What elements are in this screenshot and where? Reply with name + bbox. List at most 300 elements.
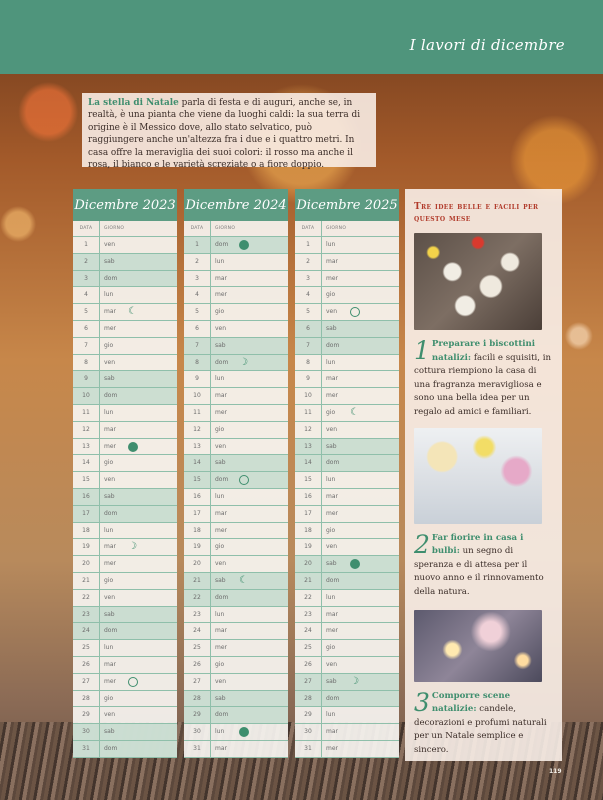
calendar-row bbox=[184, 741, 288, 758]
calendar-row bbox=[295, 523, 399, 540]
weekday-label: mar bbox=[326, 257, 338, 265]
date-cell: 1 bbox=[73, 237, 100, 253]
col-day-header: GIORNO bbox=[215, 226, 236, 231]
idea-3 bbox=[414, 687, 553, 758]
date-cell: 24 bbox=[184, 623, 211, 639]
date-cell: 17 bbox=[73, 506, 100, 522]
weekday-label: mer bbox=[326, 392, 339, 400]
weekday-cell bbox=[100, 338, 177, 354]
weekday-label: dom bbox=[326, 576, 340, 584]
weekday-label: sab bbox=[215, 341, 226, 349]
date-cell: 2 bbox=[295, 254, 322, 270]
calendar-row bbox=[184, 506, 288, 523]
calendar-row bbox=[73, 707, 177, 724]
weekday-cell bbox=[211, 422, 288, 438]
weekday-cell bbox=[100, 455, 177, 471]
calendar-row bbox=[73, 439, 177, 456]
weekday-cell bbox=[100, 556, 177, 572]
weekday-cell bbox=[100, 254, 177, 270]
date-cell: 2 bbox=[73, 254, 100, 270]
calendar-row bbox=[295, 388, 399, 405]
weekday-cell bbox=[100, 422, 177, 438]
weekday-label: mer bbox=[326, 744, 339, 752]
calendar-row bbox=[73, 472, 177, 489]
date-cell: 8 bbox=[73, 355, 100, 371]
date-cell: 5 bbox=[295, 304, 322, 320]
weekday-label: dom bbox=[215, 241, 229, 248]
weekday-label: mar bbox=[215, 744, 227, 752]
last-quarter-moon-icon: ☾ bbox=[350, 406, 359, 418]
date-cell: 22 bbox=[184, 590, 211, 606]
calendar-row bbox=[295, 623, 399, 640]
weekday-cell bbox=[322, 489, 399, 505]
date-cell: 10 bbox=[295, 388, 322, 404]
date-cell: 26 bbox=[184, 657, 211, 673]
weekday-cell bbox=[211, 607, 288, 623]
date-cell: 31 bbox=[73, 741, 100, 757]
weekday-label: dom bbox=[104, 627, 118, 635]
date-cell: 8 bbox=[184, 355, 211, 371]
weekday-label: sab bbox=[215, 576, 226, 584]
weekday-label: gio bbox=[104, 576, 114, 584]
weekday-label: mer bbox=[326, 509, 339, 517]
date-cell: 23 bbox=[73, 607, 100, 623]
weekday-cell bbox=[211, 489, 288, 505]
idea-number: 1 bbox=[414, 336, 430, 365]
calendar-row bbox=[73, 321, 177, 338]
calendar-row bbox=[184, 271, 288, 288]
calendar-dicembre-2023 bbox=[73, 189, 177, 758]
weekday-label: dom bbox=[215, 711, 229, 719]
calendar-row bbox=[73, 590, 177, 607]
weekday-cell bbox=[322, 741, 399, 757]
date-cell: 20 bbox=[184, 556, 211, 572]
weekday-label: lun bbox=[326, 241, 336, 248]
weekday-cell bbox=[322, 539, 399, 555]
calendar-row bbox=[295, 439, 399, 456]
weekday-label: dom bbox=[326, 341, 340, 349]
date-cell: 7 bbox=[184, 338, 211, 354]
date-cell: 11 bbox=[295, 405, 322, 421]
date-cell: 15 bbox=[73, 472, 100, 488]
weekday-label: ven bbox=[215, 324, 227, 332]
weekday-cell bbox=[100, 724, 177, 740]
calendar-row bbox=[73, 640, 177, 657]
weekday-cell bbox=[100, 657, 177, 673]
col-date-header: DATA bbox=[184, 221, 211, 236]
weekday-label: lun bbox=[215, 492, 225, 500]
date-cell: 25 bbox=[184, 640, 211, 656]
idea-text: un segno di speranza e di attesa per il nuovo anno e il rinnovamento della natura. bbox=[414, 546, 544, 597]
date-cell: 15 bbox=[184, 472, 211, 488]
idea-text: candele, decorazioni e profumi naturali per un Natale semplice e sincero. bbox=[414, 704, 547, 755]
date-cell: 6 bbox=[295, 321, 322, 337]
date-cell: 29 bbox=[184, 707, 211, 723]
calendar-rows bbox=[295, 237, 399, 758]
weekday-label: lun bbox=[326, 593, 336, 601]
calendar-row bbox=[184, 640, 288, 657]
calendar-row bbox=[73, 523, 177, 540]
date-cell: 14 bbox=[184, 455, 211, 471]
col-day-header: GIORNO bbox=[326, 226, 347, 231]
calendar-row bbox=[184, 657, 288, 674]
date-cell: 7 bbox=[295, 338, 322, 354]
calendar-row bbox=[184, 405, 288, 422]
weekday-cell bbox=[322, 640, 399, 656]
date-cell: 14 bbox=[295, 455, 322, 471]
weekday-cell bbox=[100, 405, 177, 421]
weekday-cell bbox=[211, 405, 288, 421]
date-cell: 9 bbox=[295, 371, 322, 387]
weekday-label: sab bbox=[104, 257, 115, 265]
weekday-cell bbox=[100, 640, 177, 656]
weekday-label: sab bbox=[104, 610, 115, 618]
weekday-label: lun bbox=[326, 711, 336, 719]
weekday-cell bbox=[100, 304, 177, 320]
date-cell: 3 bbox=[184, 271, 211, 287]
calendar-row bbox=[295, 724, 399, 741]
calendar-row bbox=[295, 405, 399, 422]
weekday-label: ven bbox=[104, 711, 116, 719]
weekday-label: gio bbox=[326, 526, 336, 534]
weekday-label: gio bbox=[215, 543, 225, 551]
calendar-row bbox=[184, 556, 288, 573]
date-cell: 10 bbox=[184, 388, 211, 404]
calendar-row bbox=[73, 539, 177, 556]
date-cell: 12 bbox=[184, 422, 211, 438]
weekday-label: mar bbox=[104, 543, 116, 551]
calendar-row bbox=[295, 691, 399, 708]
child-watering-bulbs-photo bbox=[414, 428, 542, 524]
date-cell: 28 bbox=[73, 691, 100, 707]
weekday-label: mer bbox=[104, 677, 117, 685]
calendar-row bbox=[184, 724, 288, 741]
date-cell: 6 bbox=[73, 321, 100, 337]
weekday-label: dom bbox=[215, 593, 229, 601]
calendar-row bbox=[295, 707, 399, 724]
weekday-cell bbox=[211, 674, 288, 690]
calendar-row bbox=[184, 523, 288, 540]
weekday-label: sab bbox=[104, 375, 115, 383]
date-cell: 1 bbox=[295, 237, 322, 253]
idea-text: facili e squisiti, in cottura riempiono la casa di una fragranza meravigliosa e sono una bella idea per un regalo ad amici e familiari. bbox=[414, 352, 552, 417]
calendar-row bbox=[73, 455, 177, 472]
weekday-cell bbox=[322, 674, 399, 690]
weekday-cell bbox=[322, 590, 399, 606]
calendar-row bbox=[295, 254, 399, 271]
weekday-label: lun bbox=[104, 291, 114, 299]
weekday-cell bbox=[322, 254, 399, 270]
date-cell: 20 bbox=[295, 556, 322, 572]
weekday-label: lun bbox=[215, 728, 225, 736]
weekday-label: mer bbox=[104, 560, 117, 568]
calendar-row bbox=[184, 338, 288, 355]
weekday-label: gio bbox=[326, 291, 336, 299]
date-cell: 6 bbox=[184, 321, 211, 337]
date-cell: 7 bbox=[73, 338, 100, 354]
weekday-label: mar bbox=[215, 392, 227, 400]
weekday-cell bbox=[100, 489, 177, 505]
intro-lead: La stella di Natale bbox=[88, 98, 179, 108]
weekday-cell bbox=[100, 741, 177, 757]
weekday-cell bbox=[100, 506, 177, 522]
weekday-label: gio bbox=[215, 308, 225, 316]
date-cell: 28 bbox=[295, 691, 322, 707]
idea-heading: Far fiorire in casa i bulbi: bbox=[431, 532, 524, 557]
weekday-label: sab bbox=[215, 459, 226, 467]
date-cell: 2 bbox=[184, 254, 211, 270]
date-cell: 13 bbox=[184, 439, 211, 455]
idea-heading: Comporre scene natalizie: bbox=[431, 690, 511, 715]
weekday-label: mer bbox=[104, 442, 117, 450]
calendar-row bbox=[73, 556, 177, 573]
date-cell: 8 bbox=[295, 355, 322, 371]
weekday-cell bbox=[100, 355, 177, 371]
christmas-candles-table-photo bbox=[414, 610, 542, 682]
idea-heading: Preparare i biscottini natalizi: bbox=[431, 339, 536, 363]
calendar-row bbox=[295, 657, 399, 674]
weekday-cell bbox=[322, 388, 399, 404]
date-cell: 26 bbox=[295, 657, 322, 673]
weekday-cell bbox=[100, 707, 177, 723]
date-cell: 22 bbox=[295, 590, 322, 606]
weekday-label: ven bbox=[104, 476, 116, 484]
weekday-label: lun bbox=[104, 526, 114, 534]
calendar-row bbox=[73, 724, 177, 741]
date-cell: 4 bbox=[184, 287, 211, 303]
col-date-header: DATA bbox=[73, 221, 100, 236]
christmas-cookies-photo bbox=[414, 233, 542, 330]
date-cell: 12 bbox=[295, 422, 322, 438]
calendar-row bbox=[184, 321, 288, 338]
calendar-column-headers bbox=[295, 221, 399, 237]
weekday-cell bbox=[100, 371, 177, 387]
date-cell: 20 bbox=[73, 556, 100, 572]
weekday-cell bbox=[322, 607, 399, 623]
weekday-cell bbox=[211, 338, 288, 354]
calendar-dicembre-2025 bbox=[295, 189, 399, 758]
new-moon-icon bbox=[350, 307, 360, 317]
calendar-column-headers bbox=[184, 221, 288, 237]
date-cell: 10 bbox=[73, 388, 100, 404]
date-cell: 24 bbox=[73, 623, 100, 639]
weekday-label: lun bbox=[215, 375, 225, 383]
calendar-row bbox=[184, 439, 288, 456]
weekday-label: ven bbox=[215, 677, 227, 685]
col-day-header: GIORNO bbox=[104, 226, 125, 231]
calendar-row bbox=[295, 287, 399, 304]
weekday-label: mer bbox=[326, 627, 339, 635]
page-number: 119 bbox=[549, 768, 562, 775]
calendar-row bbox=[73, 674, 177, 691]
weekday-label: mar bbox=[326, 610, 338, 618]
weekday-label: dom bbox=[215, 358, 229, 366]
weekday-cell bbox=[100, 237, 177, 253]
weekday-cell bbox=[211, 506, 288, 522]
weekday-cell bbox=[211, 237, 288, 253]
weekday-label: mar bbox=[326, 492, 338, 500]
calendar-row bbox=[184, 590, 288, 607]
weekday-label: mar bbox=[215, 627, 227, 635]
date-cell: 19 bbox=[73, 539, 100, 555]
weekday-cell bbox=[211, 623, 288, 639]
date-cell: 30 bbox=[184, 724, 211, 740]
weekday-label: ven bbox=[326, 543, 338, 551]
weekday-cell bbox=[211, 271, 288, 287]
weekday-label: gio bbox=[326, 408, 336, 416]
weekday-cell bbox=[322, 237, 399, 253]
calendar-row bbox=[295, 489, 399, 506]
weekday-label: lun bbox=[104, 408, 114, 416]
calendar-row bbox=[295, 573, 399, 590]
weekday-cell bbox=[100, 388, 177, 404]
date-cell: 29 bbox=[73, 707, 100, 723]
calendar-row bbox=[295, 607, 399, 624]
weekday-cell bbox=[211, 523, 288, 539]
calendar-title: Dicembre 2024 bbox=[184, 189, 288, 221]
full-moon-icon bbox=[239, 240, 249, 250]
calendar-row bbox=[184, 573, 288, 590]
weekday-cell bbox=[322, 321, 399, 337]
weekday-cell bbox=[211, 556, 288, 572]
calendar-row bbox=[73, 657, 177, 674]
first-quarter-moon-icon: ☽ bbox=[239, 356, 248, 368]
weekday-cell bbox=[211, 304, 288, 320]
date-cell: 4 bbox=[295, 287, 322, 303]
calendar-rows bbox=[184, 237, 288, 758]
weekday-cell bbox=[322, 691, 399, 707]
calendar-row bbox=[184, 674, 288, 691]
calendar-row bbox=[295, 271, 399, 288]
calendar-row bbox=[73, 405, 177, 422]
weekday-cell bbox=[211, 724, 288, 740]
date-cell: 21 bbox=[73, 573, 100, 589]
date-cell: 27 bbox=[184, 674, 211, 690]
date-cell: 3 bbox=[73, 271, 100, 287]
calendar-row bbox=[73, 607, 177, 624]
calendar-row bbox=[73, 489, 177, 506]
calendar-dicembre-2024 bbox=[184, 189, 288, 758]
weekday-cell bbox=[322, 338, 399, 354]
weekday-cell bbox=[211, 439, 288, 455]
calendar-row bbox=[73, 338, 177, 355]
idea-2 bbox=[414, 529, 553, 600]
calendar-rows bbox=[73, 237, 177, 758]
calendar-row bbox=[73, 573, 177, 590]
date-cell: 9 bbox=[184, 371, 211, 387]
date-cell: 27 bbox=[295, 674, 322, 690]
weekday-label: ven bbox=[104, 241, 116, 248]
weekday-cell bbox=[211, 741, 288, 757]
calendar-row bbox=[184, 489, 288, 506]
calendar-row bbox=[73, 237, 177, 254]
weekday-cell bbox=[211, 539, 288, 555]
weekday-label: gio bbox=[215, 660, 225, 668]
date-cell: 22 bbox=[73, 590, 100, 606]
idea-number: 3 bbox=[414, 687, 430, 717]
date-cell: 21 bbox=[184, 573, 211, 589]
date-cell: 31 bbox=[184, 741, 211, 757]
weekday-label: mar bbox=[215, 274, 227, 282]
calendar-row bbox=[184, 422, 288, 439]
weekday-cell bbox=[211, 590, 288, 606]
last-quarter-moon-icon: ☾ bbox=[239, 574, 248, 586]
sidebar-title: Tre idee belle e facili per questo mese bbox=[414, 202, 539, 224]
date-cell: 30 bbox=[295, 724, 322, 740]
calendar-row bbox=[73, 254, 177, 271]
calendar-row bbox=[73, 691, 177, 708]
weekday-label: mer bbox=[215, 291, 228, 299]
date-cell: 3 bbox=[295, 271, 322, 287]
weekday-cell bbox=[322, 287, 399, 303]
calendar-title: Dicembre 2025 bbox=[295, 189, 399, 221]
weekday-cell bbox=[322, 355, 399, 371]
calendar-row bbox=[295, 472, 399, 489]
weekday-label: gio bbox=[326, 644, 336, 652]
weekday-cell bbox=[322, 657, 399, 673]
section-title: I lavori di dicembre bbox=[409, 36, 565, 54]
weekday-cell bbox=[322, 455, 399, 471]
col-date-header: DATA bbox=[295, 221, 322, 236]
weekday-label: mar bbox=[104, 425, 116, 433]
date-cell: 19 bbox=[184, 539, 211, 555]
calendar-row bbox=[73, 506, 177, 523]
weekday-cell bbox=[322, 724, 399, 740]
weekday-label: mer bbox=[215, 408, 228, 416]
calendar-row bbox=[295, 506, 399, 523]
weekday-cell bbox=[322, 573, 399, 589]
weekday-cell bbox=[100, 691, 177, 707]
date-cell: 27 bbox=[73, 674, 100, 690]
calendar-row bbox=[295, 321, 399, 338]
calendar-row bbox=[295, 590, 399, 607]
calendar-row bbox=[73, 388, 177, 405]
date-cell: 30 bbox=[73, 724, 100, 740]
calendar-row bbox=[184, 539, 288, 556]
weekday-cell bbox=[100, 321, 177, 337]
idea-1 bbox=[414, 338, 553, 420]
weekday-label: mer bbox=[215, 526, 228, 534]
date-cell: 19 bbox=[295, 539, 322, 555]
date-cell: 13 bbox=[295, 439, 322, 455]
calendar-row bbox=[295, 237, 399, 254]
weekday-label: sab bbox=[326, 560, 337, 568]
weekday-label: mar bbox=[104, 308, 116, 316]
weekday-cell bbox=[322, 556, 399, 572]
weekday-cell bbox=[100, 607, 177, 623]
calendar-row bbox=[184, 355, 288, 372]
date-cell: 12 bbox=[73, 422, 100, 438]
new-moon-icon bbox=[239, 475, 249, 485]
weekday-label: lun bbox=[104, 644, 114, 652]
weekday-cell bbox=[211, 321, 288, 337]
weekday-cell bbox=[211, 640, 288, 656]
calendar-row bbox=[295, 338, 399, 355]
weekday-label: mar bbox=[215, 509, 227, 517]
calendar-row bbox=[184, 287, 288, 304]
weekday-cell bbox=[322, 405, 399, 421]
weekday-cell bbox=[322, 271, 399, 287]
calendar-row bbox=[73, 355, 177, 372]
last-quarter-moon-icon: ☾ bbox=[128, 306, 137, 318]
weekday-label: mer bbox=[215, 644, 228, 652]
calendar-row bbox=[184, 237, 288, 254]
calendar-row bbox=[73, 287, 177, 304]
weekday-cell bbox=[100, 623, 177, 639]
weekday-label: lun bbox=[326, 358, 336, 366]
calendar-row bbox=[184, 607, 288, 624]
weekday-label: dom bbox=[104, 392, 118, 400]
